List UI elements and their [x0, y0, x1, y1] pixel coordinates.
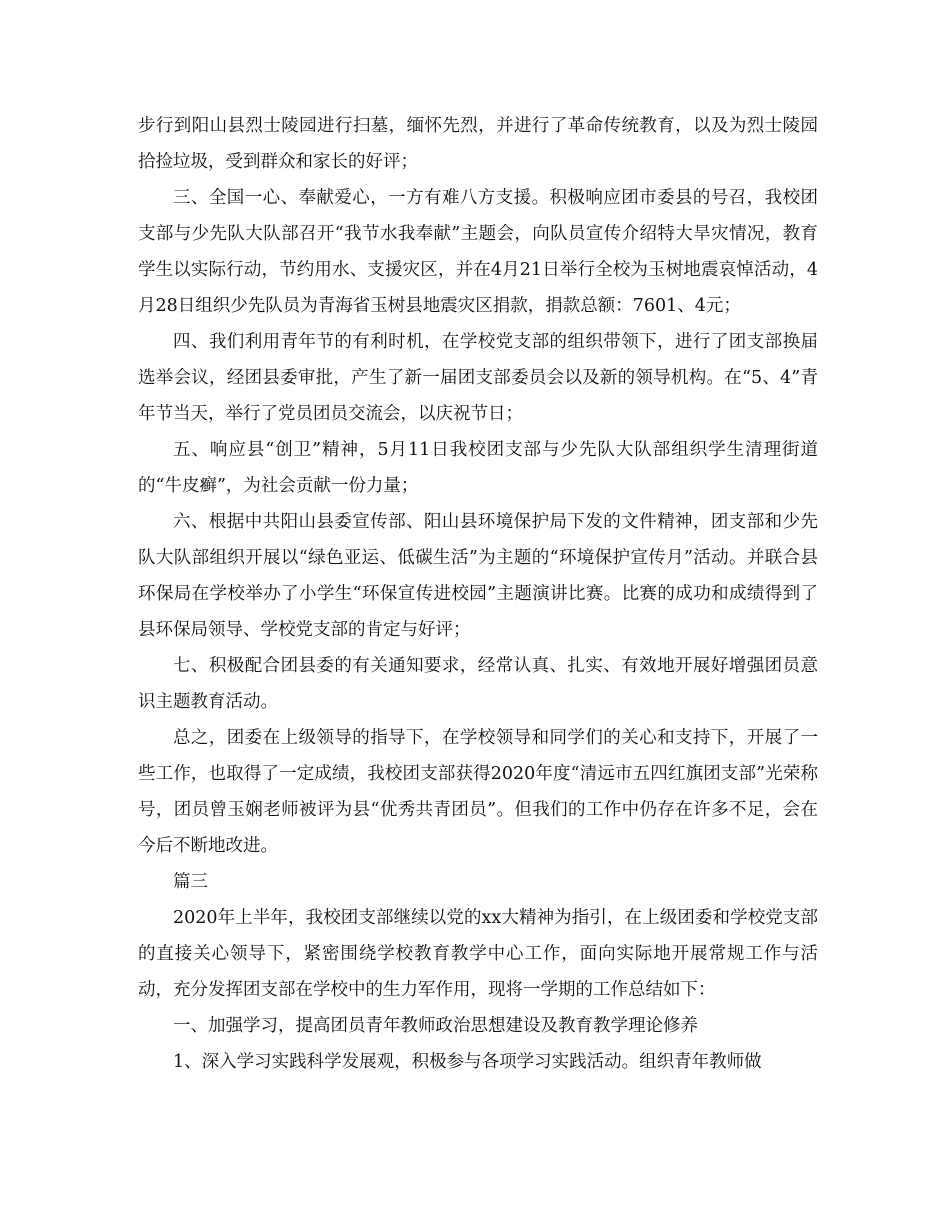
paragraph-summary: 总之，团委在上级领导的指导下，在学校领导和同学们的关心和支持下，开展了一些工作，也取得了一定成绩，我校团支部获得2020年度“清远市五四红旗团支部”光荣称号，团员曾玉娴老师被评为县“优秀共青团员”。但我们的工作中仍存在许多不足，会在今后不断地改进。: [138, 728, 818, 856]
paragraph-part-three-intro: 2020年上半年，我校团支部继续以党的xx大精神为指引，在上级团委和学校党支部的直接关心领导下，紧密围绕学校教育教学中心工作，面向实际地开展常规工作与活动，充分发挥团支部在学校中的生力军作用，现将一学期的工作总结如下：: [138, 908, 818, 1000]
document-page: [138, 108, 818, 1080]
paragraph-study-item-1: 1、深入学习实践科学发展观，积极参与各项学习实践活动。组织青年教师做: [173, 1052, 762, 1072]
paragraph-member-awareness: 七、积极配合团县委的有关通知要求，经常认真、扎实、有效地开展好增强团员意识主题教育活动。: [138, 656, 818, 712]
paragraph-street-cleaning: 五、响应县“创卫”精神，5月11日我校团支部与少先队大队部组织学生清理街道的“牛皮癣”，为社会贡献一份力量；: [138, 440, 818, 496]
paragraph-disaster-relief: 三、全国一心、奉献爱心，一方有难八方支援。积极响应团市委县的号召，我校团支部与少先队大队部召开“我节水我奉献”主题会，向队员宣传介绍特大旱灾情况，教育学生以实际行动，节约用水、支援灾区，并在4月21日举行全校为玉树地震哀悼活动，4月28日组织少先队员为青海省玉树县地震灾区捐款，捐款总额：7601、4元；: [138, 188, 818, 316]
paragraph-youth-day-election: 四、我们利用青年节的有利时机，在学校党支部的组织带领下，进行了团支部换届选举会议，经团县委审批，产生了新一届团支部委员会以及新的领导机构。在“5、4”青年节当天，举行了党员团员交流会，以庆祝节日；: [138, 332, 818, 424]
paragraph-environmental-month: 六、根据中共阳山县委宣传部、阳山县环境保护局下发的文件精神，团支部和少先队大队部组织开展以“绿色亚运、低碳生活”为主题的“环境保护宣传月”活动。并联合县环保局在学校举办了小学生“环保宣传进校园”主题演讲比赛。比赛的成功和成绩得到了县环保局领导、学校党支部的肯定与好评；: [138, 512, 818, 640]
paragraph-martyrs-cemetery: 步行到阳山县烈士陵园进行扫墓，缅怀先烈，并进行了革命传统教育，以及为烈士陵园拾捡垃圾，受到群众和家长的好评；: [138, 116, 818, 172]
section-heading-part-three: 篇三: [173, 872, 208, 892]
paragraph-study-heading: 一、加强学习，提高团员青年教师政治思想建设及教育教学理论修养: [173, 1016, 698, 1036]
